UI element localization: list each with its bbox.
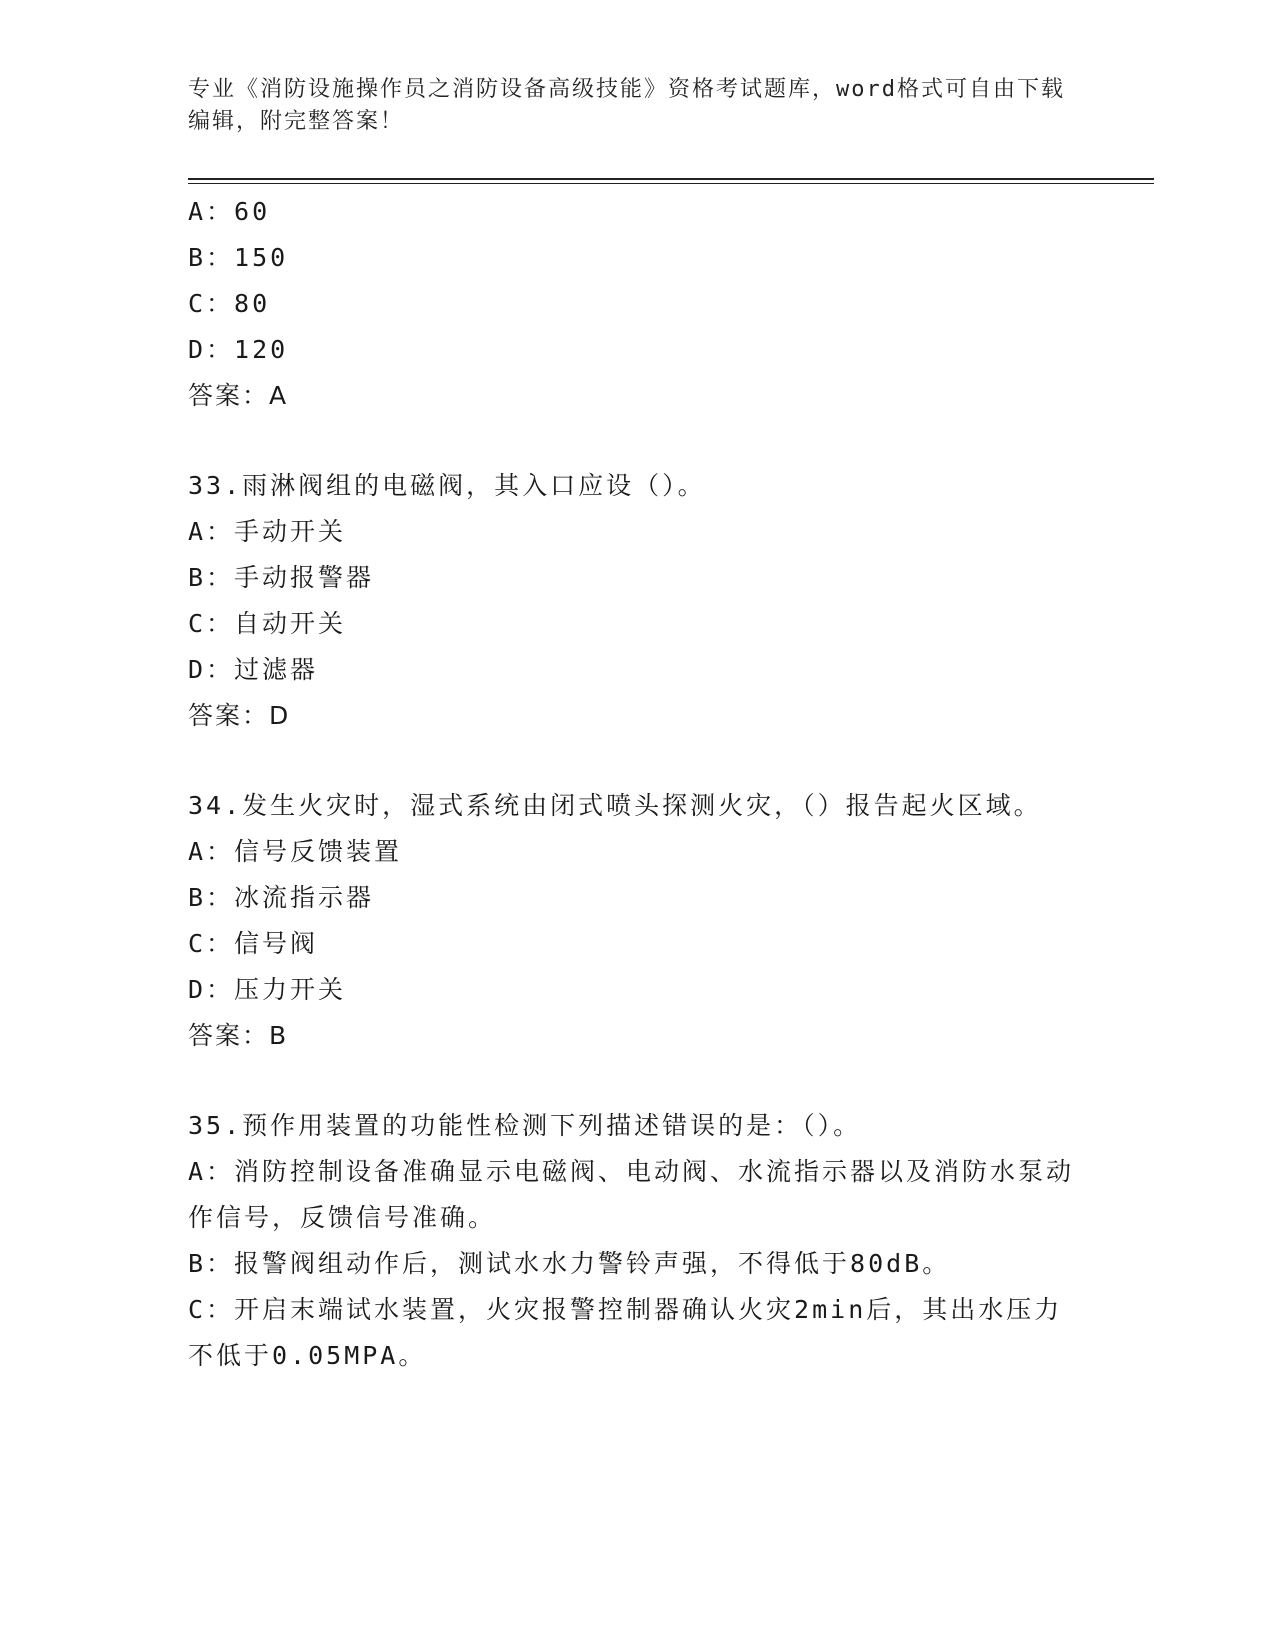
option-a: A：60 — [188, 197, 271, 226]
header-text: 专业《消防设施操作员之消防设备高级技能》资格考试题库，word格式可自由下载编辑，附完整答案！ — [188, 77, 1065, 134]
question-block-33 — [188, 463, 1088, 739]
option-b: B：手动报警器 — [188, 563, 375, 592]
option-b: B：冰流指示器 — [188, 883, 375, 912]
spacer — [188, 419, 1088, 463]
option-c: C：信号阀 — [188, 929, 319, 958]
question-text: 33.雨淋阀组的电磁阀，其入口应设（）。 — [188, 471, 706, 500]
question-block-32 — [188, 189, 1088, 419]
option-d: D：过滤器 — [188, 655, 319, 684]
question-text: 34.发生火灾时，湿式系统由闭式喷头探测火灾，（）报告起火区域。 — [188, 791, 1042, 820]
answer-label: 答案：D — [188, 701, 291, 730]
option-c: C：80 — [188, 289, 271, 318]
option-a: A：信号反馈装置 — [188, 837, 403, 866]
option-c: C：自动开关 — [188, 609, 347, 638]
option-a: A：消防控制设备准确显示电磁阀、电动阀、水流指示器以及消防水泵动作信号，反馈信号准确。 — [188, 1157, 1075, 1232]
document-header — [188, 74, 1068, 138]
answer-label: 答案：B — [188, 1021, 289, 1050]
question-text: 35.预作用装置的功能性检测下列描述错误的是：（）。 — [188, 1111, 862, 1140]
option-d: D：压力开关 — [188, 975, 347, 1004]
question-list — [188, 189, 1088, 1379]
answer-label: 答案：A — [188, 381, 289, 410]
option-c: C：开启末端试水装置，火灾报警控制器确认火灾2min后，其出水压力不低于0.05MPA。 — [188, 1295, 1063, 1370]
option-b: B：报警阀组动作后，测试水水力警铃声强，不得低于80dB。 — [188, 1249, 951, 1278]
spacer — [188, 739, 1088, 783]
question-block-35 — [188, 1103, 1088, 1379]
header-divider-thick — [188, 178, 1154, 180]
question-block-34 — [188, 783, 1088, 1059]
header-divider-thin — [188, 183, 1154, 184]
option-b: B：150 — [188, 243, 289, 272]
option-a: A：手动开关 — [188, 517, 347, 546]
option-d: D：120 — [188, 335, 289, 364]
spacer — [188, 1059, 1088, 1103]
